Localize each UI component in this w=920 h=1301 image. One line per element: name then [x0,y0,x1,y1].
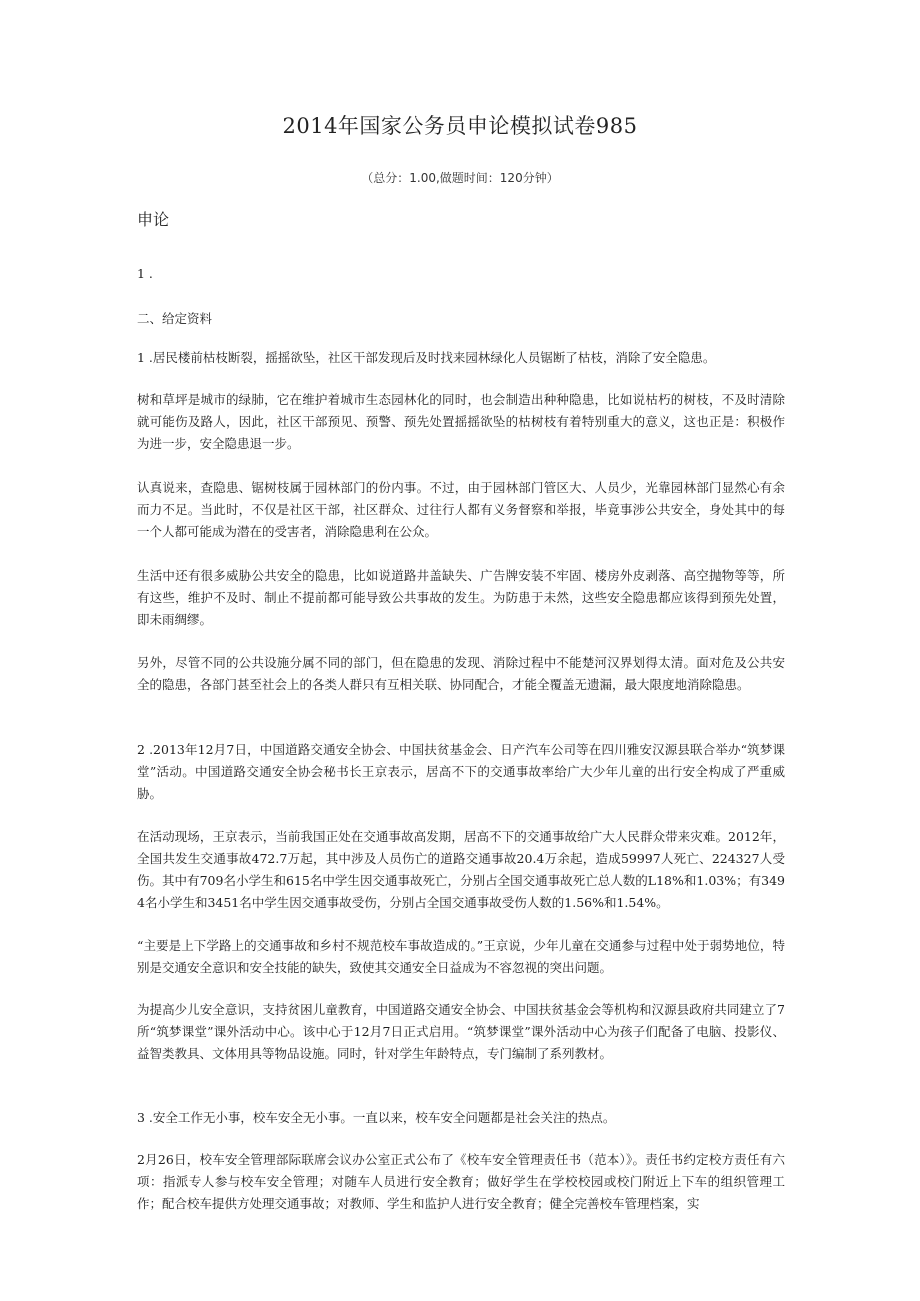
paragraph-10: 3 .安全工作无小事，校车安全无小事。一直以来，校车安全问题都是社会关注的热点。 [137,1110,616,1125]
materials-heading: 二、给定资料 [137,311,213,326]
paragraph-9: 为提高少儿安全意识，支持贫困儿童教育，中国道路交通安全协会、中国扶贫基金会等机构和汉源县政府共同建立了7所“筑梦课堂”课外活动中心。该中心于12月7日正式启用。“筑梦课堂”课外活动中心为孩子们配备了电脑、投影仪、益智类教具、文体用具等物品设施。同时，针对学生年龄特点，专门编制了系列教材。 [137,1002,785,1061]
question-number: 1 . [137,266,153,281]
paragraph-2: 树和草坪是城市的绿肺，它在维护着城市生态园林化的同时，也会制造出种种隐患，比如说枯朽的树枝，不及时清除就可能伤及路人，因此，社区干部预见、预警、预先处置摇摇欲坠的枯树枝有着特别重大的意义，这也正是：积极作为进一步，安全隐患退一步。 [137,392,785,451]
paragraph-1: 1 .居民楼前枯枝断裂，摇摇欲坠，社区干部发现后及时找来园林绿化人员锯断了枯枝，消除了安全隐患。 [137,350,716,365]
section-title: 申论 [137,210,170,229]
paragraph-5: 另外，尽管不同的公共设施分属不同的部门，但在隐患的发现、消除过程中不能楚河汉界划得太清。面对危及公共安全的隐患，各部门甚至社会上的各类人群只有互相关联、协同配合，才能全覆盖无遗漏，最大限度地消除隐患。 [137,655,785,692]
paragraph-3: 认真说来，查隐患、锯树枝属于园林部门的份内事。不过，由于园林部门管区大、人员少，光靠园林部门显然心有余而力不足。当此时，不仅是社区干部，社区群众、过往行人都有义务督察和举报，毕竟事涉公共安全，身处其中的每一个人都可能成为潜在的受害者，消除隐患利在公众。 [137,480,785,539]
paragraph-8: “主要是上下学路上的交通事故和乡村不规范校车事故造成的。”王京说，少年儿童在交通参与过程中处于弱势地位，特别是交通安全意识和安全技能的缺失，致使其交通安全日益成为不容忽视的突出问题。 [137,938,785,975]
paragraph-7: 在活动现场，王京表示，当前我国正处在交通事故高发期，居高不下的交通事故给广大人民群众带来灾难。2012年，全国共发生交通事故472.7万起，其中涉及人员伤亡的道路交通事故20.4万余起，造成59997人死亡、224327人受伤。其中有709名小学生和615名中学生因交通事故死亡，分别占全国交通事故死亡总人数的L18%和1.03%；有3494名小学生和3451名中学生因交通事故受伤，分别占全国交通事故受伤人数的1.56%和1.54%。 [137,829,785,910]
document-subtitle: （总分：1.00,做题时间：120分钟） [361,171,559,185]
paragraph-11: 2月26日，校车安全管理部际联席会议办公室正式公布了《校车安全管理责任书（范本）》。责任书约定校方责任有六项：指派专人参与校车安全管理；对随车人员进行安全教育；做好学生在学校校园或校门附近上下车的组织管理工作；配合校车提供方处理交通事故；对教师、学生和监护人进行安全教育；健全完善校车管理档案，实 [137,1152,785,1211]
paragraph-4: 生活中还有很多威胁公共安全的隐患，比如说道路井盖缺失、广告牌安装不牢固、楼房外皮剥落、高空抛物等等，所有这些，维护不及时、制止不提前都可能导致公共事故的发生。为防患于未然，这些安全隐患都应该得到预先处置，即未雨绸缪。 [137,568,785,627]
document-title: 2014年国家公务员申论模拟试卷985 [282,114,638,138]
paragraph-6: 2 .2013年12月7日，中国道路交通安全协会、中国扶贫基金会、日产汽车公司等在四川雅安汉源县联合举办“筑梦课堂”活动。中国道路交通安全协会秘书长王京表示，居高不下的交通事故率给广大少年儿童的出行安全构成了严重威胁。 [137,742,785,801]
